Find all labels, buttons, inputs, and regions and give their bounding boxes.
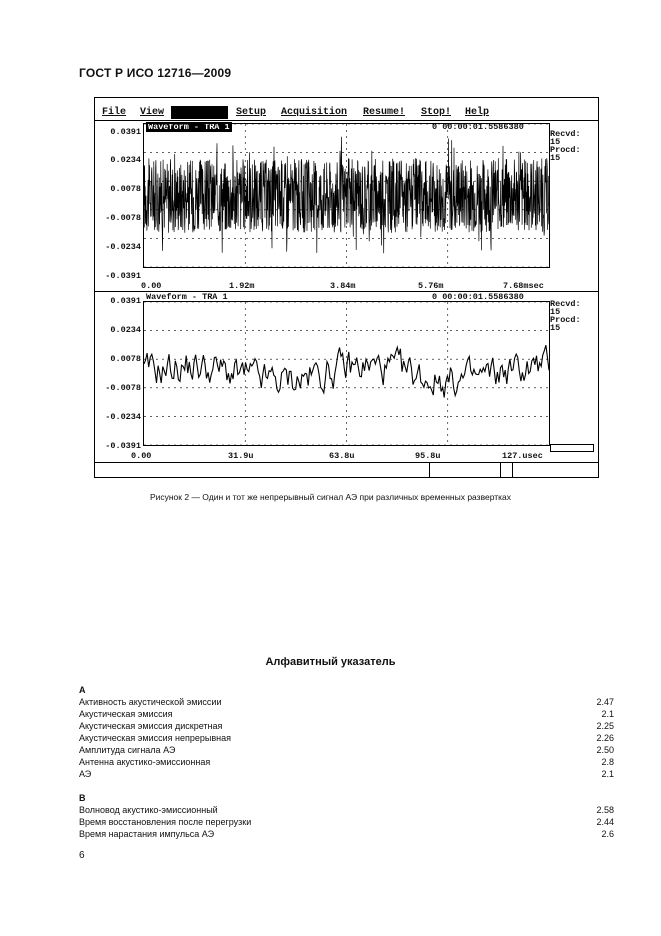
menu-separator <box>95 120 598 121</box>
panel-2-xtick: 127.usec <box>502 451 543 461</box>
menu-stop[interactable]: Stop! <box>421 107 452 118</box>
panel-2-xtick: 63.8u <box>329 451 355 461</box>
status-divider <box>429 463 430 477</box>
status-divider <box>512 463 513 477</box>
panel-1-side-info <box>550 130 581 162</box>
status-divider <box>500 463 501 477</box>
panel-2-title: Waveform - TRA 1 <box>146 292 228 302</box>
waveform-trace <box>144 345 549 397</box>
procd-label: Procd: <box>550 145 581 155</box>
panel-1-plot <box>143 123 550 268</box>
panel-1-svg <box>144 124 549 267</box>
recvd-value: 15 <box>550 307 561 317</box>
panel-1-timestamp: 0 00:00:01.5586380 <box>432 122 524 132</box>
panel-2-xtick: 95.8u <box>415 451 441 461</box>
menu-highlight-block <box>171 106 228 119</box>
recvd-label: Recvd: <box>550 129 581 139</box>
panel-2-plot <box>143 301 550 446</box>
panel-1-xtick: 5.76m <box>418 281 444 291</box>
panel-1-xtick: 0.00 <box>141 281 162 291</box>
index-letter: А <box>79 685 86 695</box>
procd-label: Procd: <box>550 315 581 325</box>
menu-help[interactable]: Help <box>465 107 490 118</box>
panel-1-xtick: 3.84m <box>330 281 356 291</box>
figure-caption: Рисунок 2 — Один и тот же непрерывный сигнал АЭ при различных временных развертках <box>149 492 512 502</box>
menu-setup[interactable]: Setup <box>236 107 267 118</box>
panel-2-timestamp: 0 00:00:01.5586380 <box>432 292 524 302</box>
recvd-value: 15 <box>550 137 561 147</box>
procd-value: 15 <box>550 153 561 163</box>
panel-2-ytick: 0.0078 <box>110 354 141 364</box>
panel-1-ytick: -0.0078 <box>105 213 141 223</box>
panel-2-ytick: 0.0234 <box>110 325 141 335</box>
page-number: 6 <box>79 850 85 861</box>
panel-2-ytick: -0.0234 <box>105 412 141 422</box>
status-bar <box>95 462 598 477</box>
index-letter: В <box>79 793 86 803</box>
waveform-figure <box>94 97 599 478</box>
panel-2-svg <box>144 302 549 445</box>
panel-1-ytick: -0.0234 <box>105 242 141 252</box>
panel-1-ytick: -0.0391 <box>105 271 141 281</box>
panel-2-xtick: 0.00 <box>131 451 152 461</box>
panel-1-title: Waveform - TRA 1 <box>148 122 230 132</box>
panel-1-xtick: 7.68msec <box>503 281 544 291</box>
panel-1-ytick: 0.0078 <box>110 184 141 194</box>
panel-1-ytick: 0.0234 <box>110 155 141 165</box>
panel-1-xtick: 1.92m <box>229 281 255 291</box>
panel-2-ytick: -0.0391 <box>105 441 141 451</box>
menu-acquisition[interactable]: Acquisition <box>281 107 348 118</box>
panel-2-side-info <box>550 300 581 332</box>
menu-file[interactable]: File <box>102 107 127 118</box>
menu-bar <box>95 107 598 119</box>
recvd-label: Recvd: <box>550 299 581 309</box>
panel-2-ytick: 0.0391 <box>110 296 141 306</box>
panel-1-ytick: 0.0391 <box>110 127 141 137</box>
procd-value: 15 <box>550 323 561 333</box>
menu-resume[interactable]: Resume! <box>363 107 406 118</box>
document-header: ГОСТ Р ИСО 12716—2009 <box>79 66 232 80</box>
side-indicator-box <box>550 444 594 452</box>
index-title: Алфавитный указатель <box>265 656 396 668</box>
menu-view[interactable]: View <box>140 107 165 118</box>
panel-2-ytick: -0.0078 <box>105 383 141 393</box>
panel-2-xtick: 31.9u <box>228 451 254 461</box>
